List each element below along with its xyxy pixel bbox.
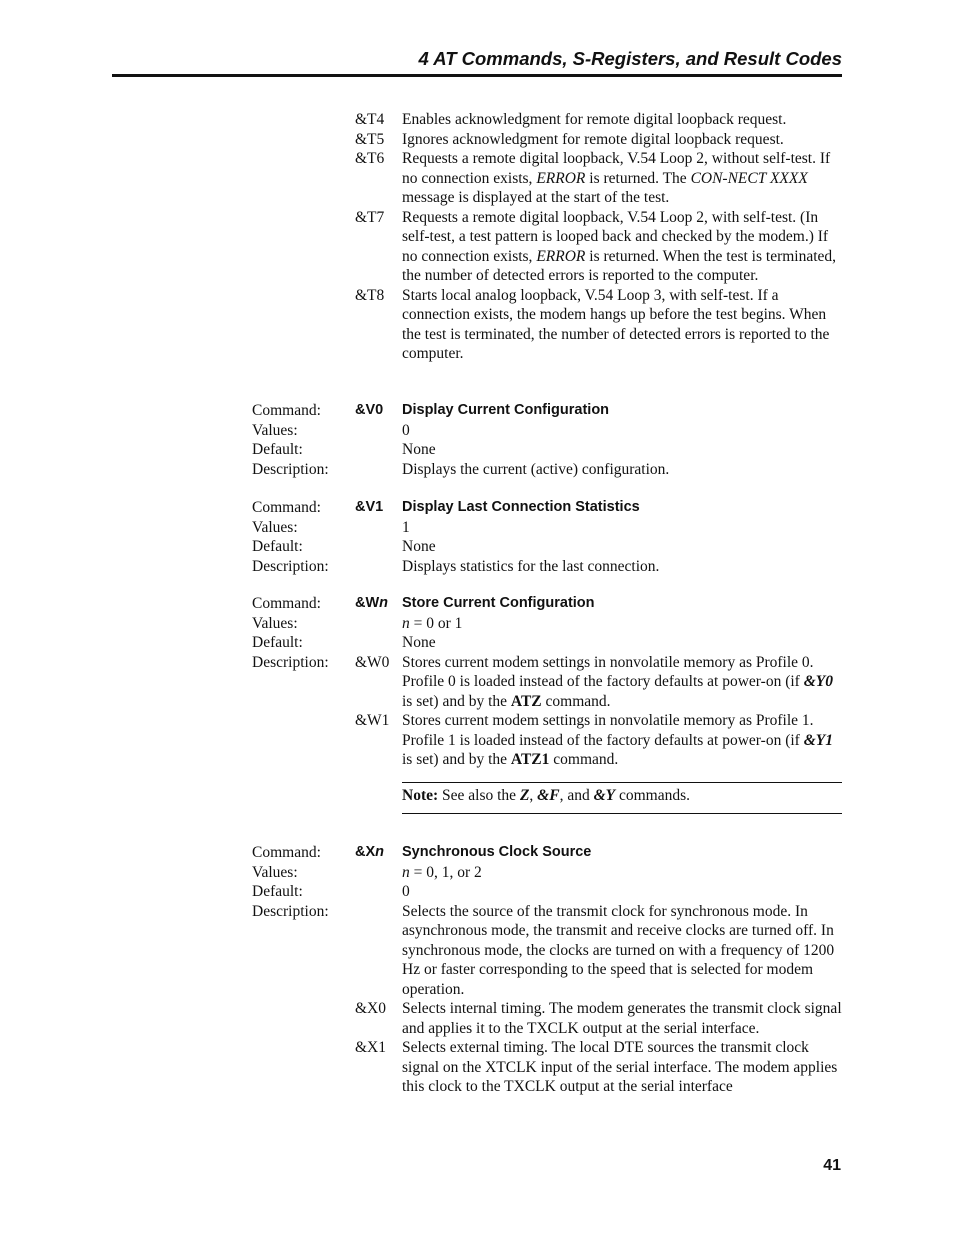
values-label: Values: bbox=[252, 421, 298, 439]
v0-command-block bbox=[0, 401, 954, 479]
w1-entry bbox=[0, 711, 954, 770]
x0-text: Selects internal timing. The modem generates the transmit clock signal and applies it to the TXCLK output at the serial interface. bbox=[402, 1000, 842, 1037]
t8-code: &T8 bbox=[355, 286, 385, 304]
values-label: Values: bbox=[252, 518, 298, 536]
v0-description: Displays the current (active) configuration. bbox=[402, 460, 670, 478]
wn-command-block bbox=[0, 594, 954, 770]
t7-text: Requests a remote digital loopback, V.54 Loop 2, with self-test. (In self-test, a test pattern is looped back and checked by the modem.) If no connection exists, ERROR is returned. When the test is terminated, the number of detected errors is reported to the computer. bbox=[402, 208, 837, 284]
note-bottom-rule bbox=[402, 813, 842, 814]
v1-title: Display Last Connection Statistics bbox=[402, 499, 640, 515]
t4-entry bbox=[0, 110, 954, 130]
command-label: Command: bbox=[252, 402, 321, 419]
default-label: Default: bbox=[252, 441, 303, 458]
description-label: Description: bbox=[252, 653, 329, 671]
wn-code: &Wn bbox=[355, 595, 389, 611]
t7-code: &T7 bbox=[355, 208, 385, 226]
wn-default: None bbox=[402, 634, 436, 651]
wn-note bbox=[0, 786, 954, 806]
v0-default: None bbox=[402, 441, 436, 458]
w0-entry bbox=[0, 653, 954, 712]
v1-command-block bbox=[0, 498, 954, 576]
v0-title: Display Current Configuration bbox=[402, 402, 610, 418]
command-label: Command: bbox=[252, 844, 321, 861]
t5-text: Ignores acknowledgment for remote digital loopback request. bbox=[402, 130, 784, 148]
xn-command-block bbox=[0, 843, 954, 1097]
t4-code: &T4 bbox=[355, 111, 385, 128]
default-label: Default: bbox=[252, 883, 303, 900]
values-label: Values: bbox=[252, 863, 298, 881]
t4-text: Enables acknowledgment for remote digital loopback request. bbox=[402, 111, 787, 128]
page-number: 41 bbox=[823, 1157, 841, 1174]
x1-code: &X1 bbox=[355, 1039, 386, 1056]
xn-values: n = 0, 1, or 2 bbox=[402, 863, 482, 881]
t8-text: Starts local analog loopback, V.54 Loop 3, with self-test. If a connection exists, the modem hangs up before the test begins. When the test is terminated, the number of detected errors is reported to the computer. bbox=[402, 286, 830, 362]
description-label: Description: bbox=[252, 557, 329, 575]
description-label: Description: bbox=[252, 902, 329, 920]
v1-values: 1 bbox=[402, 518, 410, 536]
note-top-rule bbox=[402, 782, 842, 783]
default-label: Default: bbox=[252, 538, 303, 555]
t5-entry bbox=[0, 130, 954, 150]
t-command-list bbox=[0, 110, 954, 364]
v1-description: Displays statistics for the last connection. bbox=[402, 557, 660, 575]
xn-description: Selects the source of the transmit clock for synchronous mode. In asynchronous mode, the transmit and receive clocks are turned off. In synchronous mode, the clocks are turned on with a frequency of 1200 Hz or faster corresponding to the speed that is selected for modem operation. bbox=[402, 902, 835, 998]
t8-entry bbox=[0, 286, 954, 364]
description-label: Description: bbox=[252, 460, 329, 478]
x0-code: &X0 bbox=[355, 1000, 386, 1017]
xn-description-entry bbox=[0, 902, 954, 1000]
xn-code: &Xn bbox=[355, 844, 385, 860]
x0-entry bbox=[0, 999, 954, 1038]
x1-text: Selects external timing. The local DTE sources the transmit clock signal on the XTCLK input of the serial interface. The modem applies this clock to the TXCLK output at the serial interface bbox=[402, 1039, 838, 1095]
values-label: Values: bbox=[252, 614, 298, 632]
v0-code: &V0 bbox=[355, 402, 384, 418]
t6-text: Requests a remote digital loopback, V.54 Loop 2, without self-test. If no connection exists, ERROR is returned. The CON-NECT XXXX message is displayed at the start of the test. bbox=[402, 150, 831, 206]
w1-code: &W1 bbox=[355, 712, 390, 729]
w0-text: Stores current modem settings in nonvolatile memory as Profile 0. Profile 0 is loaded instead of the factory defaults at power-on (if &Y0 is set) and by the ATZ command. bbox=[402, 653, 833, 710]
t5-code: &T5 bbox=[355, 130, 385, 148]
xn-default: 0 bbox=[402, 883, 410, 900]
xn-title: Synchronous Clock Source bbox=[402, 844, 592, 860]
w0-code: &W0 bbox=[355, 653, 390, 671]
wn-values: n = 0 or 1 bbox=[402, 614, 463, 632]
v0-values: 0 bbox=[402, 421, 410, 439]
w1-text: Stores current modem settings in nonvolatile memory as Profile 1. Profile 1 is loaded instead of the factory defaults at power-on (if &Y1 is set) and by the ATZ1 command. bbox=[402, 712, 833, 768]
t6-entry bbox=[0, 149, 954, 208]
command-label: Command: bbox=[252, 595, 321, 612]
header-rule bbox=[112, 74, 842, 77]
t6-code: &T6 bbox=[355, 150, 385, 167]
command-label: Command: bbox=[252, 499, 321, 516]
note-text: Note: See also the Z, &F, and &Y commands. bbox=[402, 787, 691, 804]
v1-code: &V1 bbox=[355, 499, 384, 515]
wn-title: Store Current Configuration bbox=[402, 595, 595, 611]
v1-default: None bbox=[402, 538, 436, 555]
running-header-title: 4 AT Commands, S-Registers, and Result Codes bbox=[418, 48, 842, 69]
x1-entry bbox=[0, 1038, 954, 1097]
t7-entry bbox=[0, 208, 954, 286]
default-label: Default: bbox=[252, 634, 303, 651]
